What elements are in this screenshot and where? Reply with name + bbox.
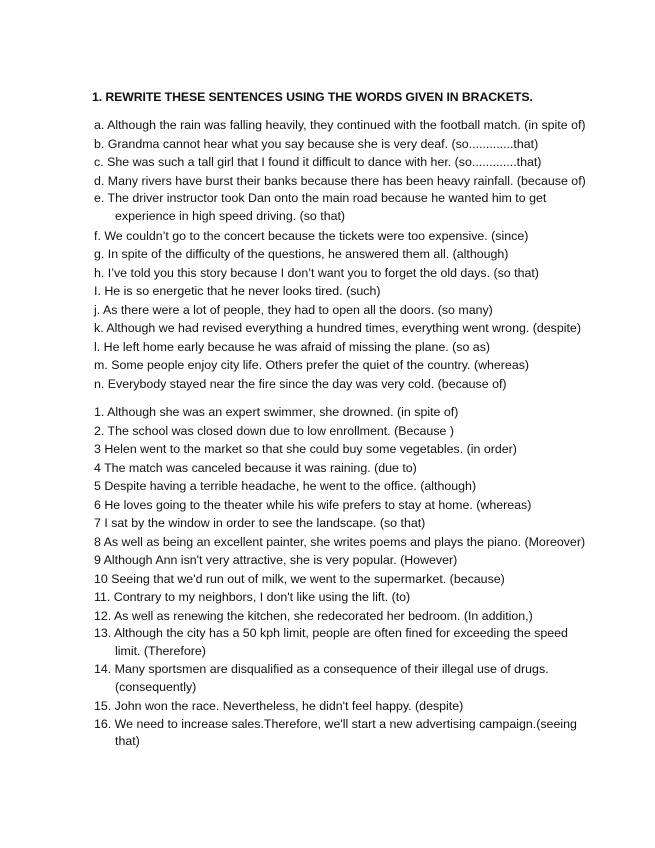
list-item xyxy=(94,459,634,478)
list-item xyxy=(94,716,634,751)
list-item xyxy=(94,153,634,172)
item-text: I. He is so energetic that he never looks tired. (such) xyxy=(94,284,381,299)
item-text: 6 He loves going to the theater while his wife prefers to stay at home. (whereas) xyxy=(94,497,532,512)
item-text: 7 I sat by the window in order to see the landscape. (so that) xyxy=(94,516,426,530)
list-item xyxy=(94,607,634,626)
list-item xyxy=(94,319,634,338)
item-text: m. Some people enjoy city life. Others prefer the quiet of the country. (whereas) xyxy=(94,358,530,373)
item-text: 1. Although she was an expert swimmer, she drowned. (in spite of) xyxy=(94,405,459,419)
item-text: 8 As well as being an excellent painter, she writes poems and plays the piano. (Moreover) xyxy=(94,534,586,549)
item-text: 15. John won the race. Nevertheless, he didn't feel happy. (despite) xyxy=(94,699,464,714)
list-item xyxy=(94,422,634,441)
item-text: b. Grandma cannot hear what you say because she is very deaf. (so.............that) xyxy=(94,136,539,151)
item-text: 12. As well as renewing the kitchen, she redecorated her bedroom. (In addition,) xyxy=(94,608,533,623)
list-item xyxy=(94,172,634,191)
item-text: 10 Seeing that we'd run out of milk, we went to the supermarket. (because) xyxy=(94,571,505,586)
list-item xyxy=(94,625,634,660)
list-item xyxy=(94,403,634,422)
list-item xyxy=(94,514,634,533)
item-text-continued: experience in high speed driving. (so that) xyxy=(115,208,346,223)
list-item xyxy=(94,116,634,135)
item-text: k. Although we had revised everything a hundred times, everything went wrong. (despite) xyxy=(94,321,581,336)
list-item xyxy=(94,264,634,283)
list-item xyxy=(94,356,634,375)
list-item xyxy=(94,282,634,301)
item-text: 11. Contrary to my neighbors, I don't like using the lift. (to) xyxy=(94,590,411,604)
item-text: 5 Despite having a terrible headache, he went to the office. (although) xyxy=(94,479,477,493)
list-item xyxy=(94,190,634,226)
list-item xyxy=(94,227,634,246)
item-text: h. I’ve told you this story because I don’t want you to forget the old days. (so that) xyxy=(94,265,539,280)
item-text-continued: limit. (Therefore) xyxy=(115,643,206,658)
list-item xyxy=(94,697,634,716)
page-title: 1. REWRITE THESE SENTENCES USING THE WORDS GIVEN IN BRACKETS. xyxy=(92,90,533,104)
item-text-continued: (consequently) xyxy=(115,679,197,694)
item-text: 16. We need to increase sales.Therefore, we'll start a new advertising campaign.(seeing xyxy=(94,716,577,731)
item-text: 9 Although Ann isn't very attractive, she is very popular. (However) xyxy=(94,553,458,567)
list-item xyxy=(94,135,634,154)
list-item xyxy=(94,245,634,264)
item-text-continued: that) xyxy=(115,734,140,749)
list-item xyxy=(94,661,634,696)
list-item xyxy=(94,440,634,459)
item-text: 14. Many sportsmen are disqualified as a consequence of their illegal use of drugs. xyxy=(94,662,549,677)
item-text: e. The driver instructor took Dan onto the main road because he wanted him to get xyxy=(94,191,547,205)
item-text: 13. Although the city has a 50 kph limit, people are often fined for exceeding the speed xyxy=(94,626,568,640)
item-text: g. In spite of the difficulty of the questions, he answered them all. (although) xyxy=(94,247,509,262)
exercise-list-numbers xyxy=(94,403,634,752)
item-text: 4 The match was canceled because it was raining. (due to) xyxy=(94,460,417,475)
list-item xyxy=(94,570,634,589)
list-item xyxy=(94,301,634,320)
item-text: f. We couldn’t go to the concert because the tickets were too expensive. (since) xyxy=(94,228,529,243)
item-text: d. Many rivers have burst their banks because there has been heavy rainfall. (because of) xyxy=(94,173,586,188)
item-text: c. She was such a tall girl that I found it difficult to dance with her. (so.............that) xyxy=(94,155,542,169)
list-item xyxy=(94,496,634,515)
item-text: n. Everybody stayed near the fire since the day was very cold. (because of) xyxy=(94,376,507,391)
list-item xyxy=(94,477,634,496)
list-item xyxy=(94,533,634,552)
list-item xyxy=(94,551,634,570)
item-text: 2. The school was closed down due to low enrollment. (Because ) xyxy=(94,423,454,438)
item-text: a. Although the rain was falling heavily, they continued with the football match. (in spite of) xyxy=(94,118,586,132)
list-item xyxy=(94,375,634,394)
list-item xyxy=(94,588,634,607)
item-text: 3 Helen went to the market so that she could buy some vegetables. (in order) xyxy=(94,442,517,456)
item-text: l. He left home early because he was afraid of missing the plane. (so as) xyxy=(94,339,491,354)
exercise-list-letters xyxy=(94,116,634,393)
list-item xyxy=(94,338,634,357)
item-text: j. As there were a lot of people, they had to open all the doors. (so many) xyxy=(94,302,493,317)
